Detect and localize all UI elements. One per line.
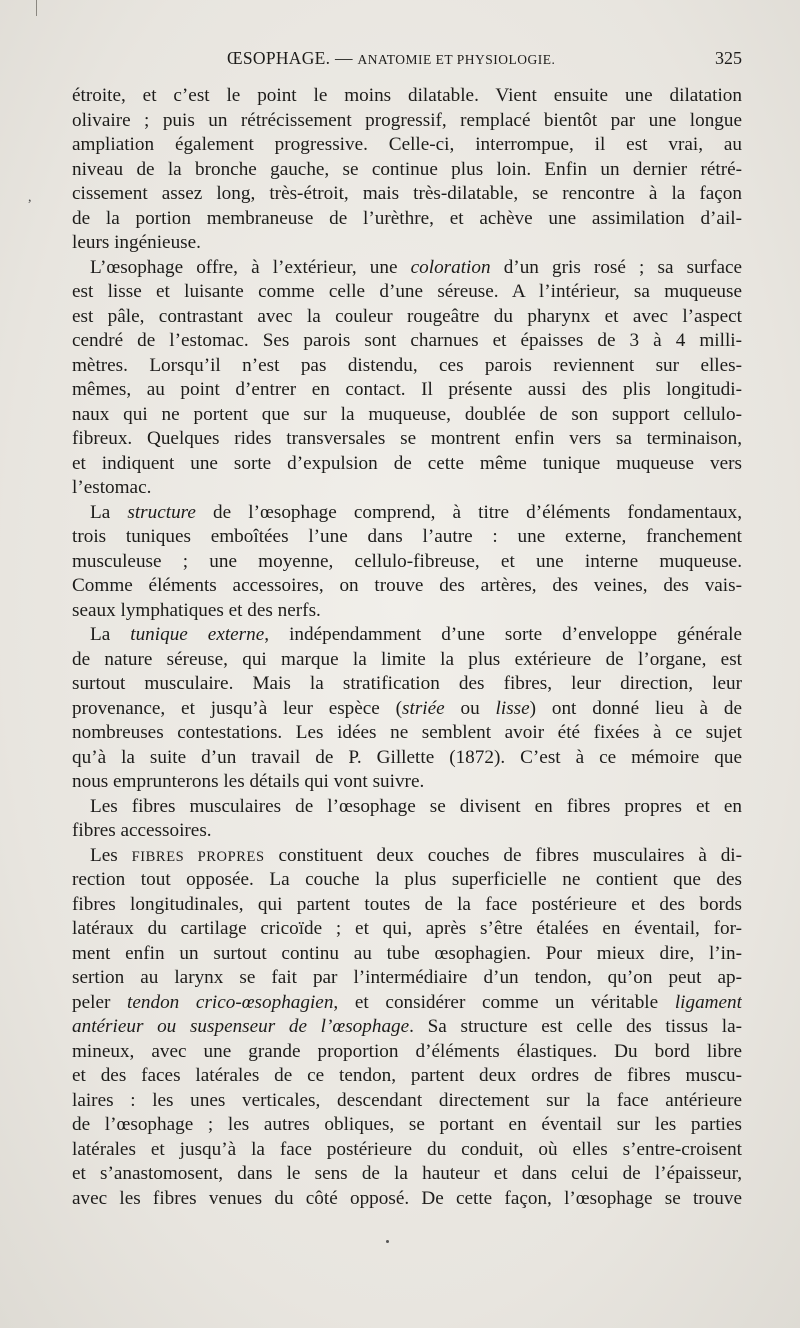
text-line: leurs ingénieuse.	[72, 232, 201, 253]
text-line: cendré de l’estomac. Ses parois sont charnues et épaisses de 3 à 4 milli-	[72, 330, 742, 351]
text-line: mineux, avec une grande proportion d’éléments élastiques. Du bord libre	[72, 1040, 742, 1062]
text-line: ampliation également progressive. Celle-ci, interrompue, il est vrai, au	[72, 134, 742, 155]
small-caps-term: FIBRES PROPRES	[131, 848, 265, 865]
text-line: olivaire ; puis un rétrécissement progressif, remplacé bientôt par une longue	[72, 109, 742, 131]
italic-term: structure	[127, 501, 196, 523]
text-line: mètres. Lorsqu’il n’est pas distendu, ces parois reviennent sur elles-	[72, 354, 742, 376]
text-line: mêmes, au point d’entrer en contact. Il présente aussi des plis longitudi-	[72, 379, 742, 400]
text-line: ment enfin un surtout continu au tube œsophagien. Pour mieux dire, l’in-	[72, 942, 742, 964]
running-title-main: ŒSOPHAGE. —	[227, 48, 353, 68]
text-line: est pâle, contrastant avec la couleur rougeâtre du pharynx et avec l’aspect	[72, 305, 742, 327]
text-line: de nature séreuse, qui marque la limite la plus extérieure de l’organe, est	[72, 648, 742, 670]
text-line: antérieur ou suspenseur de l’œsophage. Sa structure est celle des tissus la-	[72, 1016, 742, 1037]
text-line: sertion au larynx se fait par l’intermédiaire d’un tendon, qu’on peut ap-	[72, 967, 742, 988]
italic-term: tunique externe	[130, 624, 265, 645]
text-line: étroite, et c’est le point le moins dilatable. Vient ensuite une dilatation	[72, 85, 742, 106]
text-line: Comme éléments accessoires, on trouve des artères, des veines, des vais-	[72, 575, 742, 596]
text-line: trois tuniques emboîtées l’une dans l’autre : une externe, franchement	[72, 526, 742, 547]
text-line: niveau de la bronche gauche, se continue plus loin. Enfin un dernier rétré-	[72, 158, 742, 180]
text-line: nous emprunterons les détails qui vont suivre.	[72, 771, 425, 792]
italic-term: striée	[402, 697, 445, 719]
text-line: naux qui ne portent que sur la muqueuse, doublée de son support cellulo-	[72, 403, 742, 425]
text-line: rection tout opposée. La couche la plus superficielle ne contient que des	[72, 869, 742, 890]
page-number: 325	[715, 48, 742, 68]
text-line: et des faces latérales de ce tendon, partent deux ordres de fibres muscu-	[72, 1065, 742, 1086]
margin-mark: ,	[28, 190, 32, 205]
text-line: laires : les unes verticales, descendant directement sur la face antérieure	[72, 1089, 742, 1111]
italic-term: tendon crico-œsophagien	[127, 991, 334, 1013]
text-line: et indiquent une sorte d’expulsion de cette même tunique muqueuse vers	[72, 452, 742, 474]
text-line: Les FIBRES PROPRES constituent deux couches de fibres musculaires à di-	[90, 844, 742, 866]
text-line: L’œsophage offre, à l’extérieur, une coloration d’un gris rosé ; sa surface	[90, 256, 742, 278]
text-line: qu’à la suite d’un travail de P. Gillette (1872). C’est à ce mémoire que	[72, 746, 742, 768]
italic-term: lisse	[495, 697, 530, 719]
running-title	[227, 48, 555, 69]
text-line: de l’œsophage ; les autres obliques, se portant en éventail sur les parties	[72, 1114, 742, 1135]
text-line: surtout musculaire. Mais la stratification des fibres, leur direction, leur	[72, 673, 742, 694]
text-line: fibres longitudinales, qui partent toutes de la face postérieure et des bords	[72, 893, 742, 915]
text-line: Les fibres musculaires de l’œsophage se divisent en fibres propres et en	[90, 795, 742, 817]
text-line: peler tendon crico-œsophagien, et considérer comme un véritable ligament	[72, 991, 742, 1013]
text-line: fibres accessoires.	[72, 820, 212, 841]
text-line: La structure de l’œsophage comprend, à titre d’éléments fondamentaux,	[90, 501, 742, 523]
text-line: La tunique externe, indépendamment d’une sorte d’enveloppe générale	[90, 624, 742, 645]
italic-term: coloration	[410, 256, 491, 278]
body-text	[72, 84, 742, 1211]
italic-term: antérieur ou suspenseur de l’œsophage	[72, 1016, 410, 1037]
text-line: fibreux. Quelques rides transversales se montrent enfin vers sa terminaison,	[72, 428, 742, 449]
text-line: est lisse et luisante comme celle d’une séreuse. A l’intérieur, sa muqueuse	[72, 281, 742, 302]
text-line: musculeuse ; une moyenne, cellulo-fibreuse, et une interne muqueuse.	[72, 550, 742, 572]
text-line: seaux lymphatiques et des nerfs.	[72, 599, 321, 621]
running-header	[72, 48, 742, 76]
print-speck	[386, 1240, 389, 1243]
running-title-sub: ANATOMIE ET PHYSIOLOGIE.	[357, 52, 556, 67]
text-line: avec les fibres venues du côté opposé. De cette façon, l’œsophage se trouve	[72, 1187, 742, 1209]
text-line: provenance, et jusqu’à leur espèce (striée ou lisse) ont donné lieu à de	[72, 697, 742, 719]
text-line: latéraux du cartilage cricoïde ; et qui, après s’être étalées en éventail, for-	[72, 918, 742, 939]
text-line: et s’anastomosent, dans le sens de la hauteur et dans celui de l’épaisseur,	[72, 1163, 742, 1184]
text-line: cissement assez long, très-étroit, mais très-dilatable, se rencontre à la façon	[72, 183, 742, 204]
text-line: de la portion membraneuse de l’urèthre, et achève une assimilation d’ail-	[72, 207, 742, 229]
text-line: latérales et jusqu’à la face postérieure du conduit, où elles s’entre-croisent	[72, 1138, 742, 1160]
text-line: nombreuses contestations. Les idées ne semblent avoir été fixées à ce sujet	[72, 722, 742, 743]
gutter-mark	[36, 0, 37, 16]
text-line: l’estomac.	[72, 477, 152, 498]
italic-term: ligament	[674, 991, 742, 1013]
